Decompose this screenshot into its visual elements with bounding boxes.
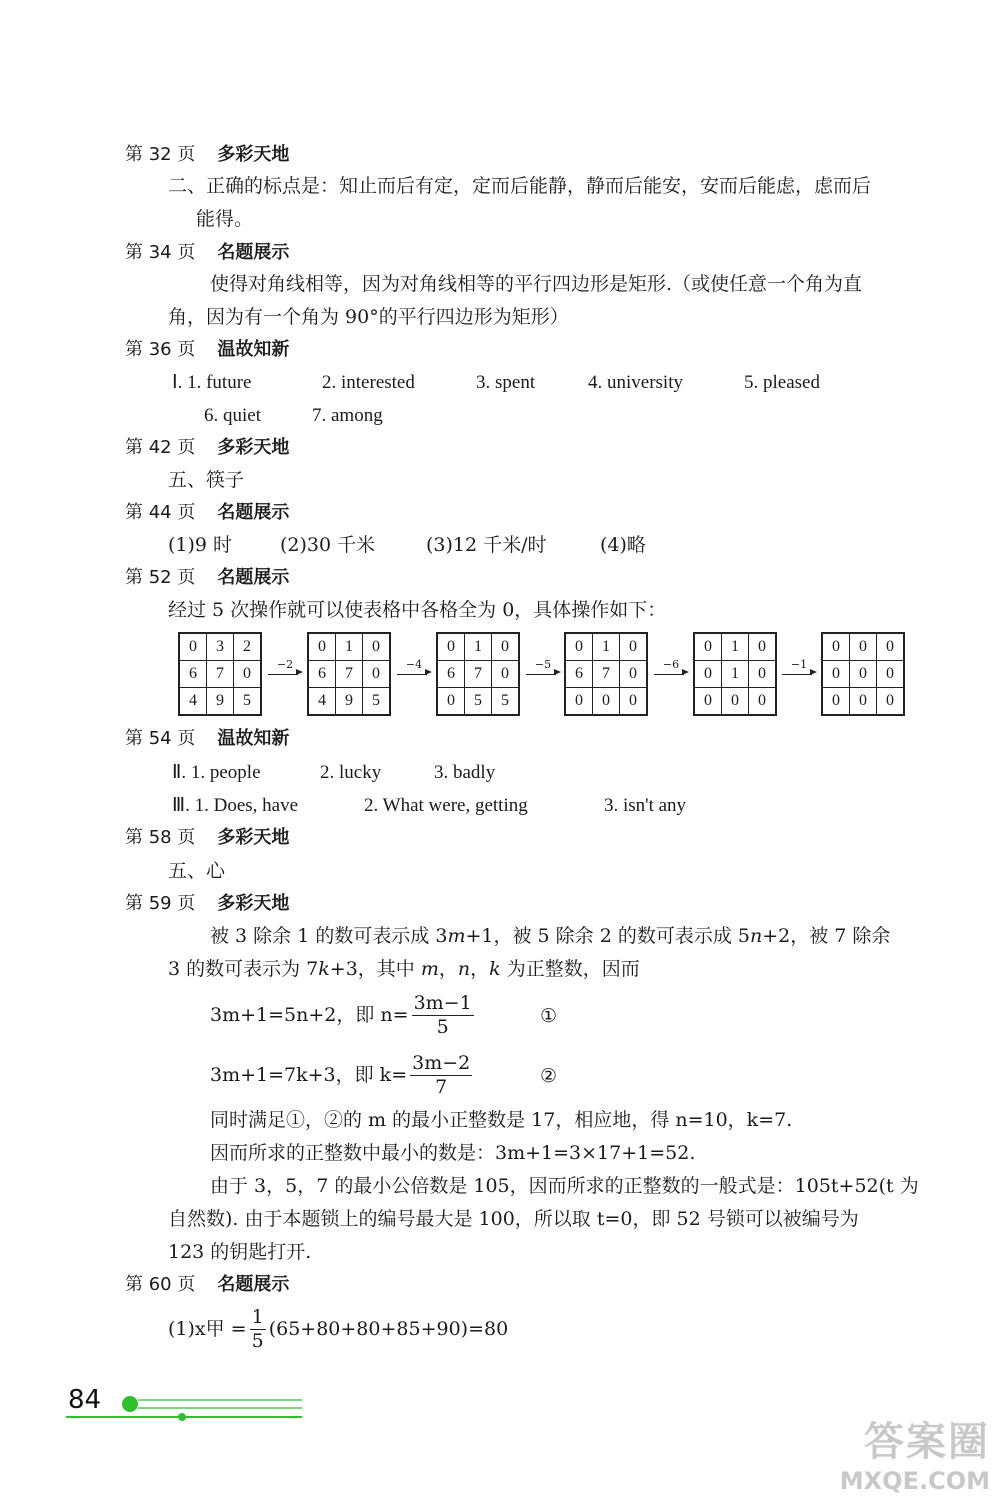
- arrow-head-icon: [682, 669, 689, 675]
- fraction-denominator: 7: [435, 1076, 448, 1098]
- grid-cell: 9: [207, 688, 234, 716]
- text-line: 自然数). 由于本题锁上的编号最大是 100，所以取 t=0，即 52 号锁可以被编号为: [168, 1208, 859, 1230]
- grid-cell: 5: [234, 688, 262, 716]
- footer-decoration: [66, 1390, 306, 1426]
- grid-cell: 0: [850, 688, 877, 716]
- grid-cell: 0: [822, 661, 850, 688]
- text-line: 被 3 除余 1 的数可表示成 3m+1，被 5 除余 2 的数可表示成 5n+2，被 7 除余: [210, 925, 891, 947]
- grid-cell: 0: [694, 661, 722, 688]
- fraction-numerator: 3m−1: [413, 992, 472, 1014]
- section-header: [125, 341, 289, 359]
- section-header: [125, 146, 289, 164]
- grid-cell: 0: [620, 661, 648, 688]
- equation-2: [210, 1054, 475, 1097]
- section-header: [125, 244, 289, 262]
- section-header: [125, 895, 289, 913]
- section-page: 第 52 页: [125, 567, 196, 588]
- grid-cell: 5: [492, 688, 520, 716]
- answer-row: [168, 536, 646, 555]
- grid-cell: 4: [179, 688, 207, 716]
- grid-cell: 0: [437, 688, 465, 716]
- grid-cell: 5: [465, 688, 492, 716]
- grid-cell: 7: [207, 661, 234, 688]
- text-line: 五、筷子: [168, 469, 245, 491]
- section-page: 第 42 页: [125, 437, 196, 458]
- answer-item: Ⅱ. 1. people: [172, 762, 261, 783]
- answer-row: [172, 796, 686, 815]
- arrow-label: −6: [662, 658, 680, 671]
- section-title: 多彩天地: [217, 827, 290, 848]
- text-line: 五、心: [168, 860, 226, 882]
- grid-cell: 0: [749, 661, 777, 688]
- grid-cell: 1: [336, 633, 363, 661]
- number-grid: [178, 632, 262, 716]
- grid-cell: 0: [179, 633, 207, 661]
- section-title: 名题展示: [217, 242, 290, 263]
- grid-cell: 6: [308, 661, 336, 688]
- grid-cell: 0: [492, 661, 520, 688]
- section-page: 第 44 页: [125, 502, 196, 523]
- grid-cell: 0: [620, 633, 648, 661]
- grid-cell: 1: [465, 633, 492, 661]
- grid-cell: 2: [234, 633, 262, 661]
- text-line: 因而所求的正整数中最小的数是：3m+1=3×17+1=52.: [210, 1142, 696, 1164]
- grid-cell: 0: [850, 661, 877, 688]
- section-header: [125, 730, 289, 748]
- answer-item: 3. isn't any: [604, 795, 687, 816]
- answer-row: [172, 373, 820, 392]
- grid-cell: 0: [749, 633, 777, 661]
- section-page: 第 36 页: [125, 339, 196, 360]
- grid-cell: 0: [308, 633, 336, 661]
- section-title: 名题展示: [217, 502, 290, 523]
- answer-item: 2. lucky: [320, 762, 382, 783]
- section-header: [125, 439, 289, 457]
- text-line: 同时满足①，②的 m 的最小正整数是 17，相应地，得 n=10，k=7.: [210, 1109, 793, 1131]
- equation-3: [168, 1308, 508, 1351]
- grid-cell: 0: [822, 633, 850, 661]
- text-line: 经过 5 次操作就可以使表格中各格全为 0，具体操作如下：: [168, 599, 667, 621]
- grid-cell: 0: [850, 633, 877, 661]
- arrow-label: −2: [276, 658, 294, 671]
- fraction-denominator: 5: [436, 1016, 449, 1038]
- number-grid: [693, 632, 777, 716]
- arrow-head-icon: [810, 669, 817, 675]
- section-page: 第 32 页: [125, 144, 196, 165]
- grid-cell: 0: [877, 688, 905, 716]
- grid-cell: 0: [363, 633, 391, 661]
- answer-item: 3. spent: [476, 372, 536, 393]
- arrow-label: −5: [534, 658, 552, 671]
- answer-item: 7. among: [312, 405, 383, 426]
- grid-cell: 7: [465, 661, 492, 688]
- grid-cell: 0: [822, 688, 850, 716]
- equation-left: (1)x甲 =: [168, 1318, 247, 1340]
- text-line: 由于 3，5，7 的最小公倍数是 105，因而所求的正整数的一般式是：105t+52(t 为: [210, 1175, 919, 1197]
- answer-item: 6. quiet: [204, 405, 261, 426]
- section-header: [125, 569, 289, 587]
- grid-cell: 0: [593, 688, 620, 716]
- arrow-label: −1: [790, 658, 808, 671]
- section-title: 名题展示: [217, 567, 290, 588]
- equation-right: (65+80+80+85+90)=80: [268, 1318, 509, 1340]
- green-dot-icon: [122, 1396, 138, 1412]
- grid-cell: 7: [336, 661, 363, 688]
- grid-cell: 1: [722, 633, 749, 661]
- grid-cell: 6: [565, 661, 593, 688]
- grid-cell: 0: [877, 633, 905, 661]
- section-title: 名题展示: [217, 1274, 290, 1295]
- fraction-numerator: 3m−2: [412, 1052, 471, 1074]
- number-grid: [564, 632, 648, 716]
- number-grid: [821, 632, 905, 716]
- answer-item: (3)12 千米/时: [426, 534, 547, 556]
- section-page: 第 58 页: [125, 827, 196, 848]
- section-page: 第 54 页: [125, 728, 196, 749]
- answer-item: 2. interested: [322, 372, 415, 393]
- equation-left: 3m+1=5n+2，即 n=: [210, 1004, 409, 1026]
- answer-item: Ⅲ. 1. Does, have: [172, 795, 299, 816]
- arrow-head-icon: [296, 669, 303, 675]
- section-page: 第 59 页: [125, 893, 196, 914]
- section-title: 温故知新: [217, 728, 290, 749]
- grid-cell: 9: [336, 688, 363, 716]
- section-header: [125, 1276, 289, 1294]
- grid-cell: 0: [565, 633, 593, 661]
- watermark-logo: 答案圈 MXQE.COM: [839, 1419, 990, 1495]
- fraction-denominator: 5: [251, 1330, 264, 1352]
- section-page: 第 60 页: [125, 1274, 196, 1295]
- arrow-head-icon: [554, 669, 561, 675]
- number-grid: [436, 632, 520, 716]
- grid-cell: 6: [437, 661, 465, 688]
- section-title: 多彩天地: [217, 893, 290, 914]
- grid-cell: 0: [694, 688, 722, 716]
- section-title: 多彩天地: [217, 144, 290, 165]
- grid-cell: 0: [565, 688, 593, 716]
- section-title: 温故知新: [217, 339, 290, 360]
- text-line: 123 的钥匙打开.: [168, 1241, 312, 1263]
- section-page: 第 34 页: [125, 242, 196, 263]
- grid-cell: 5: [363, 688, 391, 716]
- answer-item: 3. badly: [434, 762, 496, 783]
- text-line: 使得对角线相等，因为对角线相等的平行四边形是矩形.（或使任意一个角为直: [210, 273, 863, 295]
- text-line: 角，因为有一个角为 90°的平行四边形为矩形）: [168, 306, 569, 328]
- answer-row: [204, 406, 383, 425]
- grid-cell: 0: [363, 661, 391, 688]
- text-line: 能得。: [196, 208, 254, 230]
- section-header: [125, 829, 289, 847]
- answer-item: (4)略: [600, 534, 646, 556]
- text-line: 3 的数可表示为 7k+3，其中 m，n，k 为正整数，因而: [168, 958, 640, 980]
- answer-item: 2. What were, getting: [364, 795, 528, 816]
- grid-cell: 0: [722, 688, 749, 716]
- equation-number: ②: [540, 1065, 558, 1087]
- section-header: [125, 504, 289, 522]
- grid-cell: 3: [207, 633, 234, 661]
- grid-cell: 7: [593, 661, 620, 688]
- equation-number: ①: [540, 1005, 558, 1027]
- arrow-head-icon: [425, 669, 432, 675]
- answer-item: (1)9 时: [168, 534, 233, 556]
- equation-1: [210, 994, 477, 1037]
- text-line: 二、正确的标点是：知止而后有定，定而后能静，静而后能安，安而后能虑，虑而后: [168, 175, 872, 197]
- grid-cell: 1: [593, 633, 620, 661]
- grid-cell: 4: [308, 688, 336, 716]
- grid-cell: 0: [492, 633, 520, 661]
- grid-cell: 6: [179, 661, 207, 688]
- grid-cell: 1: [722, 661, 749, 688]
- page-number: 84: [68, 1385, 102, 1415]
- grid-cell: 0: [694, 633, 722, 661]
- grid-cell: 0: [877, 661, 905, 688]
- number-grid: [307, 632, 391, 716]
- section-title: 多彩天地: [217, 437, 290, 458]
- answer-item: 4. university: [588, 372, 683, 393]
- grid-cell: 0: [234, 661, 262, 688]
- answer-item: Ⅰ. 1. future: [172, 372, 252, 393]
- answer-item: 5. pleased: [744, 372, 820, 393]
- grid-cell: 0: [749, 688, 777, 716]
- fraction-numerator: 1: [251, 1306, 264, 1328]
- grid-cell: 0: [620, 688, 648, 716]
- equation-left: 3m+1=7k+3，即 k=: [210, 1064, 408, 1086]
- grid-cell: 0: [437, 633, 465, 661]
- arrow-label: −4: [405, 658, 423, 671]
- answer-row: [172, 763, 495, 782]
- answer-item: (2)30 千米: [280, 534, 376, 556]
